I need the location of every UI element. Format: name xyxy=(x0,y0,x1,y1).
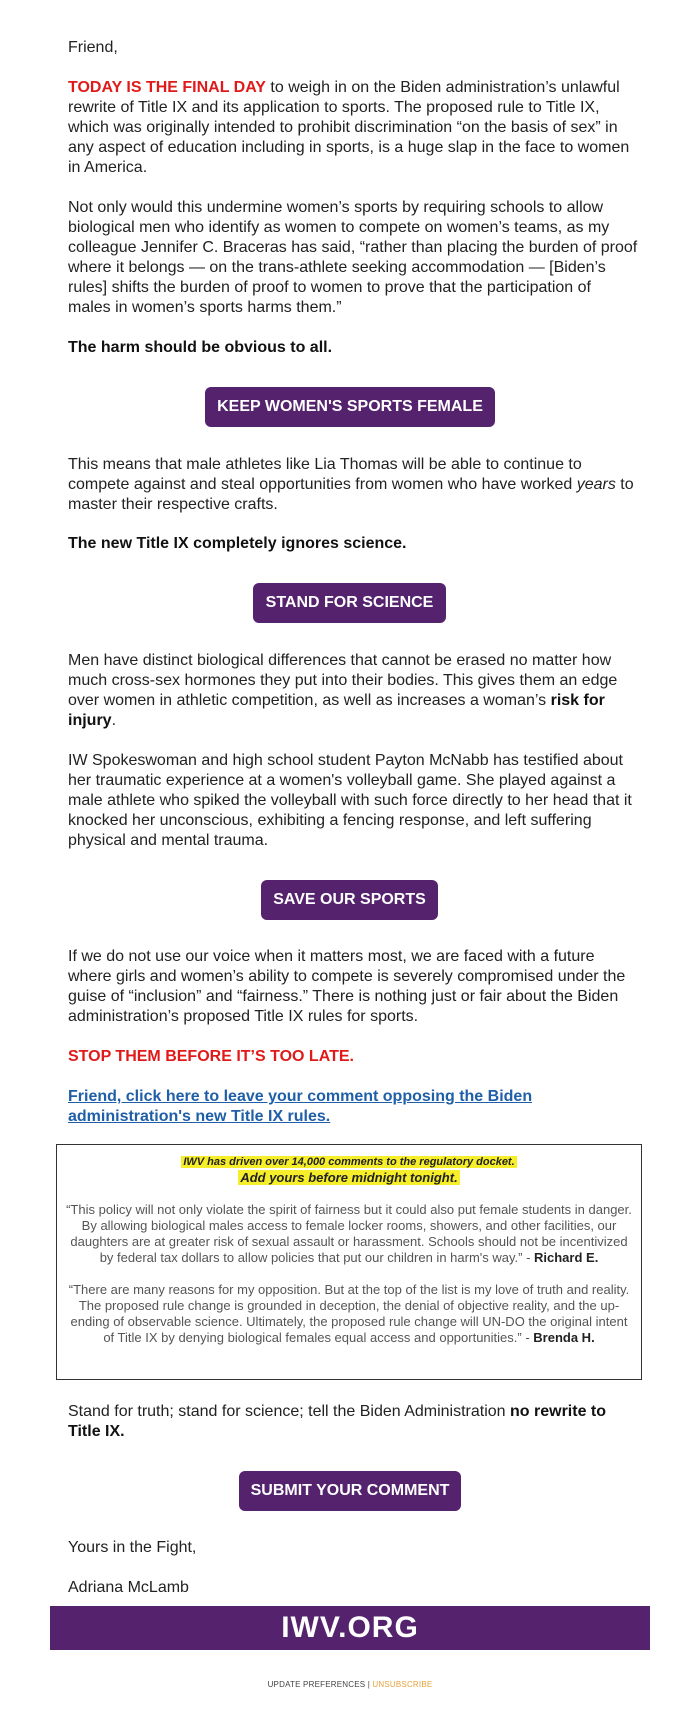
submit-comment-button[interactable]: SUBMIT YOUR COMMENT xyxy=(239,1471,461,1511)
signature: Adriana McLamb xyxy=(68,1579,189,1596)
author-brenda: Brenda H. xyxy=(533,1330,595,1345)
lia-text-b: to master their respective crafts. xyxy=(68,476,634,513)
update-preferences-link[interactable]: UPDATE PREFERENCES xyxy=(267,1680,366,1689)
harm-statement: The harm should be obvious to all. xyxy=(68,339,333,356)
comments-count-highlight: IWV has driven over 14,000 comments to the regulatory docket. xyxy=(183,1156,515,1168)
signoff: Yours in the Fight, xyxy=(68,1539,197,1556)
author-richard: Richard E. xyxy=(534,1250,599,1265)
testimonial-richard: “This policy will not only violate the spirit of fairness but it could also put female students in danger. By allowing biological males access to female locker rooms, showers, and other facilities, our daughters are at greater risk of sexual assault or harassment. Schools should not be incentivized by federal tax dollars to allow policies that put our children in harm's way.” - Richard E. xyxy=(66,1202,632,1265)
comment-link-paragraph xyxy=(68,1087,588,1127)
footer-separator: | xyxy=(365,1680,373,1689)
final-day-alert: TODAY IS THE FINAL DAY xyxy=(68,79,266,96)
science-statement: The new Title IX completely ignores science. xyxy=(68,535,407,552)
closing-paragraph xyxy=(68,1402,638,1442)
risk-for-injury: risk for injury xyxy=(68,692,605,729)
footer-brand-bar[interactable]: IWV.ORG xyxy=(50,1606,650,1650)
save-our-sports-button[interactable]: SAVE OUR SPORTS xyxy=(261,880,438,920)
intro-paragraph xyxy=(68,78,638,178)
no-rewrite-text: no rewrite to Title IX. xyxy=(68,1403,607,1440)
braceras-paragraph: Not only would this undermine women’s sports by requiring schools to allow biological men who identify as women to compete on women’s teams, as my colleague Jennifer C. Braceras has said, “rather than placing the burden of proof where it belongs — on the trans-athlete seeking accommodation — [Biden’s rules] shifts the burden of proof to women to prove that the participation of males in women’s sports harms them.” xyxy=(68,199,638,316)
lia-text-emphasis: years xyxy=(576,476,616,493)
lia-text-a: This means that male athletes like Lia Thomas will be able to continue to compete against and steal opportunities from women who have worked xyxy=(68,456,582,493)
unsubscribe-link[interactable]: UNSUBSCRIBE xyxy=(372,1680,433,1689)
intro-text: to weigh in on the Biden administration’s unlawful rewrite of Title IX and its application to sports. The proposed rule to Title IX, which was originally intended to prohibit discrimination “on the basis of sex” in any aspect of education including in sports, is a huge slap in the face to women in America. xyxy=(68,79,630,176)
greeting: Friend, xyxy=(68,39,118,56)
stand-for-science-button[interactable]: STAND FOR SCIENCE xyxy=(253,583,446,623)
deadline-highlight: Add yours before midnight tonight. xyxy=(240,1170,458,1185)
biology-text-c: . xyxy=(111,712,117,729)
keep-womens-sports-button[interactable]: KEEP WOMEN'S SPORTS FEMALE xyxy=(205,387,495,427)
footer-links xyxy=(0,1680,700,1689)
testimonial-box xyxy=(56,1144,642,1380)
stop-them-alert: STOP THEM BEFORE IT’S TOO LATE. xyxy=(68,1048,354,1065)
testimonial-brenda: “There are many reasons for my opposition. But at the top of the list is my love of truth and reality. The proposed rule change is grounded in deception, the denial of objective reality, and the up-ending of observable science. Ultimately, the proposed rule change will UN-DO the original intent of Title IX by denying biological females equal access and opportunities.” - Brenda H. xyxy=(68,1282,630,1345)
lia-thomas-paragraph xyxy=(68,455,638,515)
leave-comment-link[interactable]: Friend, click here to leave your comment opposing the Biden administration's new Title IX rules. xyxy=(68,1088,533,1125)
voice-paragraph: If we do not use our voice when it matters most, we are faced with a future where girls and women’s ability to compete is severely compromised under the guise of “inclusion” and “fairness.” There is nothing just or fair about the Biden administration’s proposed Title IX rules for sports. xyxy=(68,948,626,1025)
closing-text: Stand for truth; stand for science; tell the Biden Administration xyxy=(68,1403,511,1420)
biology-text-a: Men have distinct biological differences that cannot be erased no matter how much cross-sex hormones they put into their bodies. This gives them an edge over women in athletic competition, as well as increases a woman’s xyxy=(68,652,618,709)
mcnabb-paragraph: IW Spokeswoman and high school student Payton McNabb has testified about her traumatic experience at a women's volleyball game. She played against a male athlete who spiked the volleyball with such force directly to her head that it knocked her unconscious, exhibiting a fencing response, and left suffering physical and mental trauma. xyxy=(68,752,632,849)
biology-paragraph xyxy=(68,651,638,731)
